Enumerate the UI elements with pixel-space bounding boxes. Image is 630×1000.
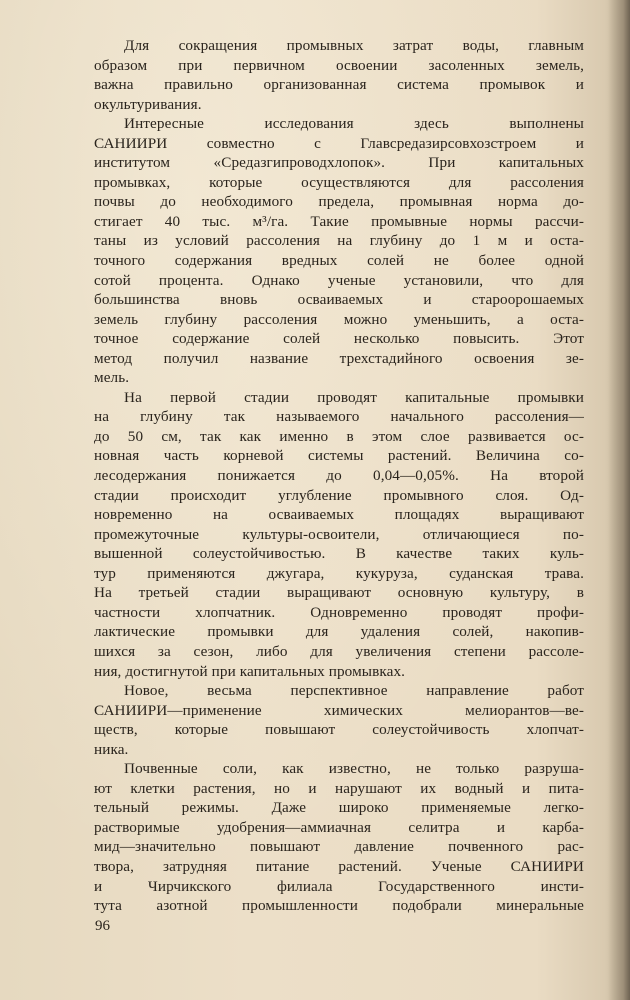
text-line: мель. xyxy=(94,369,130,387)
text-line: ществ, которые повышают солеустойчивость хлопчат- xyxy=(94,721,584,739)
text-line: ния, достигнутой при капитальных промывках. xyxy=(94,662,406,680)
text-line: стадии происходит углубление промывного слоя. Од- xyxy=(94,486,584,504)
text-line: лактические промывки для удаления солей, накопив- xyxy=(94,623,584,641)
text-line: новременно на осваиваемых площадях выращивают xyxy=(94,506,584,524)
text-line: на глубину так называемого начального рассоления— xyxy=(94,408,584,426)
text-line: окультуривания. xyxy=(94,95,202,113)
text-line: тельный режимы. Даже широко применяемые легко- xyxy=(94,799,584,817)
text-line: точное содержание солей несколько повысить. Этот xyxy=(94,330,584,348)
text-line: образом при первичном освоении засоленных земель, xyxy=(94,56,584,74)
text-line: На третьей стадии выращивают основную культуру, в xyxy=(94,584,584,602)
page-number: 96 xyxy=(95,918,110,934)
text-line: промежуточные культуры-освоители, отличающиеся по- xyxy=(94,525,584,543)
text-line: САНИИРИ—применение химических мелиорантов—ве- xyxy=(94,701,584,719)
text-line: тута азотной промышленности подобрали минеральные xyxy=(94,897,584,915)
text-line: шихся за сезон, либо для увеличения степени рассоле- xyxy=(94,642,584,660)
body-text xyxy=(94,36,584,916)
text-line: ют клетки растения, но и нарушают их водный и пита- xyxy=(94,779,584,797)
text-line: твора, затрудняя питание растений. Ученые САНИИРИ xyxy=(94,857,584,875)
text-line: сотой процента. Однако ученые установили, что для xyxy=(94,271,584,289)
text-line: Почвенные соли, как известно, не только разруша- xyxy=(124,760,584,778)
text-line: промывках, которые осуществляются для рассоления xyxy=(94,173,584,191)
text-line: новная часть корневой системы растений. Величина со- xyxy=(94,447,584,465)
text-line: САНИИРИ совместно с Главсредазирсовхозстроем и xyxy=(94,134,584,152)
text-line: частности хлопчатник. Одновременно проводят профи- xyxy=(94,603,584,621)
text-line: метод получил название трехстадийного освоения зе- xyxy=(94,349,584,367)
text-line: таны из условий рассоления на глубину до 1 м и оста- xyxy=(94,232,584,250)
text-line: институтом «Средазгипроводхлопок». При капитальных xyxy=(94,154,584,172)
text-line: Новое, весьма перспективное направление работ xyxy=(124,682,584,700)
text-line: большинства вновь осваиваемых и староорошаемых xyxy=(94,291,584,309)
text-line: мид—значительно повышают давление почвенного рас- xyxy=(94,838,584,856)
text-line: до 50 см, так как именно в этом слое развивается ос- xyxy=(94,427,584,445)
text-line: ника. xyxy=(94,740,129,758)
text-line: почвы до необходимого предела, промывная норма до- xyxy=(94,193,584,211)
text-line: важна правильно организованная система промывок и xyxy=(94,76,584,94)
text-line: стигает 40 тыс. м³/га. Такие промывные нормы рассчи- xyxy=(94,212,584,230)
text-line: лесодержания понижается до 0,04—0,05%. На второй xyxy=(94,467,584,485)
text-line: и Чирчикского филиала Государственного инсти- xyxy=(94,877,584,895)
text-line: растворимые удобрения—аммиачная селитра и карба- xyxy=(94,818,584,836)
text-line: Для сокращения промывных затрат воды, главным xyxy=(124,37,584,54)
text-line: земель глубину рассоления можно уменьшить, а оста- xyxy=(94,310,584,328)
text-line: вышенной солеустойчивостью. В качестве таких куль- xyxy=(94,545,584,563)
text-line: На первой стадии проводят капитальные промывки xyxy=(124,388,584,406)
text-line: точного содержания вредных солей не более одной xyxy=(94,252,584,270)
text-line: Интересные исследования здесь выполнены xyxy=(124,115,584,133)
text-line: тур применяются джугара, кукуруза, суданская трава. xyxy=(94,564,584,582)
